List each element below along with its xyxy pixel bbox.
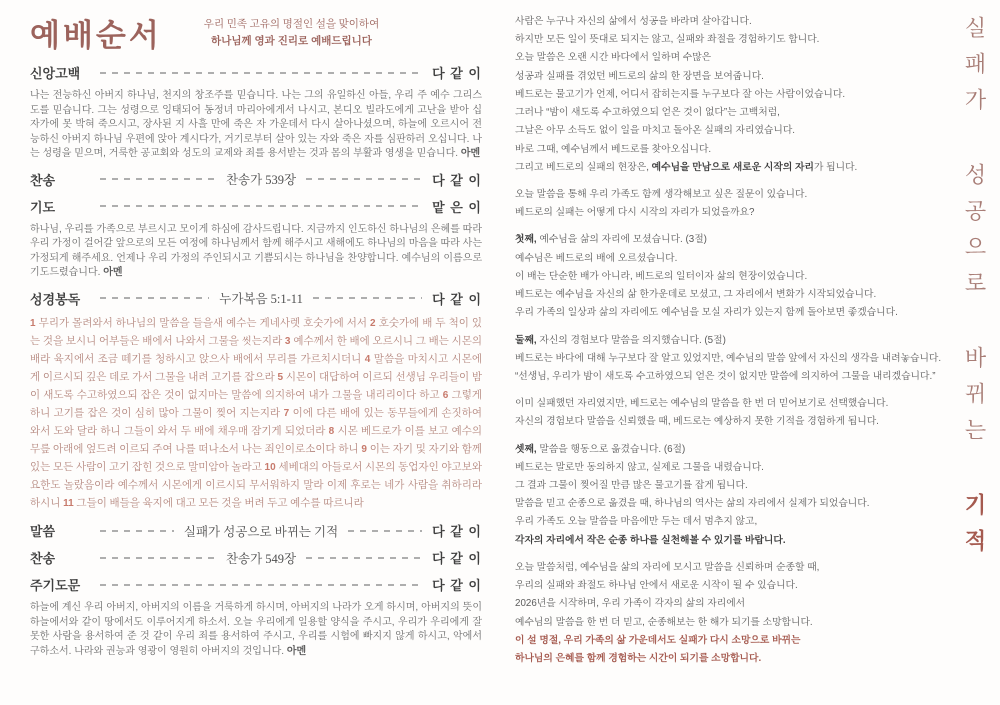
order-item-performer: 다 같 이	[432, 291, 483, 307]
text-segment: 둘째,	[515, 334, 537, 346]
text-segment: 베드로의 실패는 어떻게 다시 시작의 자리가 되었을까요?	[515, 207, 755, 219]
sermon-line	[515, 441, 943, 459]
sermon-line	[515, 231, 943, 249]
text-segment: 이 배는 단순한 배가 아니라, 베드로의 일터이자 삶의 현장이었습니다.	[515, 270, 808, 282]
dash-leader	[313, 297, 422, 299]
sermon-line	[515, 459, 943, 477]
text-segment: 첫째,	[515, 234, 537, 246]
sermon-line	[515, 141, 943, 159]
text-segment: 자신의 경험보다 말씀을 신뢰했을 때, 베드로는 예상하지 못한 기적을 경험하게 됩니다.	[515, 416, 879, 428]
worship-order-list	[30, 63, 482, 659]
text-segment: 하지만 모든 일이 뜻대로 되지는 않고, 실패와 좌절을 경험하기도 합니다.	[515, 34, 820, 46]
text-segment: 예수님은 베드로의 배에 오르셨습니다.	[515, 252, 678, 264]
text-segment: 7	[283, 407, 293, 419]
text-segment: 그들이 배들을 육지에 대고 모든 것을 버려 두고 예수를 따르니라	[76, 497, 364, 509]
sermon-line	[515, 204, 943, 222]
text-segment: 오늘 말씀을 통해 우리 가족도 함께 생각해보고 싶은 질문이 있습니다.	[515, 188, 808, 200]
sermon-line	[515, 268, 943, 286]
order-item-performer: 다 같 이	[432, 578, 482, 594]
subtitle-line1: 우리 민족 고유의 명절인 설을 맞이하여	[203, 19, 380, 30]
text-segment: 오늘 말씀은 오랜 시간 바다에서 일하며 수많은	[515, 52, 712, 64]
text-segment: 셋째,	[515, 443, 537, 455]
text-segment: 2	[370, 317, 379, 329]
sermon-line	[515, 104, 943, 122]
text-segment: 8	[328, 425, 338, 437]
vertical-sermon-title	[959, 16, 990, 676]
text-segment: 우리 가족의 일상과 삶의 자리에도 예수님을 모실 자리가 있는지 함께 돌아보면 좋겠습니다.	[515, 307, 898, 319]
sermon-paragraph	[515, 186, 943, 222]
sermon-line	[515, 413, 943, 431]
text-segment: 1	[30, 317, 39, 329]
text-segment: 2026년을 시작하며, 우리 가족이 각자의 삶의 자리에서	[515, 598, 746, 610]
sermon-line	[515, 595, 943, 613]
order-item	[30, 575, 482, 594]
text-segment: 11	[63, 497, 77, 509]
text-segment: 이 설 명절, 우리 가족의 삶 가운데서도 실패가 다시 소망으로 바뀌는	[515, 634, 801, 646]
sermon-line	[515, 559, 943, 577]
text-segment: 성공과 실패를 겪었던 베드로의 삶의 한 장면을 보여줍니다.	[515, 70, 764, 82]
sermon-paragraph	[515, 13, 943, 177]
text-segment: 그렇게 하니 고기를 잡은 것이 심히 많아 그물이 찢어 지는지라	[30, 389, 482, 419]
order-item-label: 신앙고백	[30, 66, 81, 81]
text-segment: 호숫가에 배 두 척이 있는 것을 보시니 어부들은 배에서 나와서 그물을 씻는지라	[30, 317, 482, 347]
dash-leader	[100, 297, 209, 299]
sermon-line	[515, 495, 943, 513]
sermon-line	[515, 13, 943, 31]
text-segment: “선생님, 우리가 밤이 새도록 수고하였으되 얻은 것이 없지만 말씀에 의지하여 그물을 내리겠습니다.”	[515, 370, 936, 382]
scripture-reading-text	[30, 315, 482, 514]
sermon-paragraph	[515, 395, 943, 431]
worship-header	[30, 10, 482, 55]
page-subtitle	[204, 17, 379, 50]
text-segment: 6	[442, 389, 452, 401]
order-item-detail: 찬송가 549장	[225, 551, 297, 566]
text-segment: 베드로는 바다에 대해 누구보다 잘 알고 있었지만, 예수님의 말씀 앞에서 자신의 생각을 내려놓습니다.	[515, 352, 942, 364]
sermon-line	[515, 577, 943, 595]
text-segment: 바로 그때, 예수님께서 베드로를 찾아오십니다.	[515, 143, 712, 155]
order-item	[30, 63, 482, 82]
text-segment: 베드로는 예수님을 자신의 삶 한가운데로 모셨고, 그 자리에서 변화가 시작되었습니다.	[515, 289, 877, 301]
text-segment: 예수님을 삶의 자리에 모셨습니다. (3절)	[536, 234, 707, 246]
text-segment: 예수님의 말씀을 한 번 더 믿고, 순종해보는 한 해가 되기를 소망합니다.	[515, 616, 813, 628]
sermon-paragraph	[515, 559, 943, 668]
sermon-line	[515, 49, 943, 67]
text-segment: 이미 실패했던 자리였지만, 베드로는 예수님의 말씀을 한 번 더 믿어보기로 선택했습니다.	[515, 398, 889, 410]
worship-order-column	[30, 10, 482, 667]
sermon-line	[515, 632, 943, 650]
text-segment: 실패가 성공으로 바뀌는	[962, 16, 987, 493]
subtitle-line2: 하나님께 영과 진리로 예배드립니다	[211, 35, 372, 48]
sermon-line	[515, 122, 943, 140]
order-item-label: 기도	[30, 199, 56, 215]
sermon-line	[515, 650, 943, 668]
dash-leader	[100, 178, 216, 180]
sermon-line	[515, 31, 943, 49]
dash-leader	[100, 72, 422, 74]
text-segment: 예수님을 만남으로 새로운 시작의 자리	[651, 161, 814, 173]
text-segment: 예수께서 한 배에 오르시니 그 배는 시몬의 배라 육지에서 조금 떼기를 청하시고 앉으사 배에서 무리를 가르치시더니	[30, 335, 482, 365]
order-item	[30, 548, 482, 567]
text-segment: 그날은 아무 소득도 없이 일을 마치고 돌아온 실패의 자리였습니다.	[515, 125, 796, 137]
sermon-line	[515, 86, 943, 104]
text-segment: 우리 가족도 오늘 말씀을 마음에만 두는 데서 멈추지 않고,	[515, 516, 758, 528]
sermon-line	[515, 532, 943, 550]
order-item	[30, 197, 482, 216]
text-segment: 4	[364, 353, 374, 365]
order-item-performer: 맡 은 이	[432, 199, 482, 215]
order-item-detail: 실패가 성공으로 바뀌는 기적	[183, 524, 339, 539]
text-segment: 그리고 베드로의 실패의 현장은,	[515, 161, 652, 173]
text-segment: 가 됩니다.	[813, 161, 858, 173]
order-item-performer: 다 같 이	[432, 66, 482, 81]
sermon-line	[515, 477, 943, 495]
text-segment: 오늘 말씀처럼, 예수님을 삶의 자리에 모시고 말씀을 신뢰하며 순종할 때,	[515, 561, 820, 573]
text-segment: 우리의 실패와 좌절도 하나님 안에서 새로운 시작이 될 수 있습니다.	[515, 580, 798, 592]
text-segment: 이는 자기 및 자기와 함께 있는 모든 사람이 고기 잡힌 것으로 말미암아 놀라고	[30, 443, 482, 473]
order-item	[30, 289, 482, 308]
text-segment: 시몬이 대답하여 이르되 선생님 우리들이 밤이 새도록 수고하였으되 잡은 것이 없지마는 말씀에 의지하여 내가 그물을 내리리이다 하고	[30, 371, 482, 401]
order-item	[30, 521, 482, 540]
text-segment: 9	[361, 443, 370, 455]
sermon-line	[515, 614, 943, 632]
sermon-line	[515, 186, 943, 204]
text-segment: 3	[284, 335, 294, 347]
text-segment: 10	[264, 461, 279, 473]
dash-leader	[348, 530, 422, 532]
text-segment: 자신의 경험보다 말씀을 의지했습니다. (5절)	[536, 334, 726, 346]
text-segment: 아멘	[286, 645, 307, 657]
order-item-label: 주기도문	[30, 578, 81, 594]
text-segment: 말씀을 행동으로 옮겼습니다. (6절)	[536, 443, 686, 455]
order-item-performer: 다 같 이	[432, 172, 482, 188]
text-segment: 각자의 자리에서 작은 순종 하나를 실천해볼 수 있기를 바랍니다.	[515, 534, 786, 546]
sermon-paragraph	[515, 441, 943, 550]
sermon-body	[515, 13, 943, 677]
order-item-label: 찬송	[30, 172, 56, 188]
text-segment: 5	[277, 371, 286, 383]
sermon-line	[515, 286, 943, 304]
sermon-line	[515, 395, 943, 413]
sermon-paragraph	[515, 332, 943, 387]
order-item-performer: 다 같 이	[432, 524, 482, 540]
sermon-line	[515, 368, 943, 386]
sermon-line	[515, 513, 943, 531]
order-item-label: 성경봉독	[30, 291, 81, 307]
text-segment: 아멘	[103, 267, 123, 278]
sermon-line	[515, 68, 943, 86]
order-item-performer: 다 같 이	[432, 551, 482, 567]
text-segment: 하늘에 계신 우리 아버지, 아버지의 이름을 거룩하게 하시며, 아버지의 나라가 오게 하시며, 아버지의 뜻이 하늘에서와 같이 땅에서도 이루어지게 하소서. 오늘 우리에게 일용할 양식을 주시고, 우리가 우리에게 잘못한 사람을 용서하여 준 것 같이 우리 죄를 용서하여 주시고, 우리를 시험에 빠지지 않게 하시고, 악에서 구하소서. 나라와 권능과 영광이 영원히 아버지의 것입니다.	[30, 602, 482, 657]
sermon-line	[515, 332, 943, 350]
sermon-line	[515, 250, 943, 268]
sermon-line	[515, 304, 943, 322]
order-item	[30, 170, 482, 189]
lords-prayer-text	[30, 601, 482, 659]
dash-leader	[100, 205, 422, 207]
apostles-creed-text	[30, 89, 482, 162]
dash-leader	[100, 584, 422, 586]
sermon-paragraph	[515, 231, 943, 322]
dash-leader	[100, 557, 216, 559]
text-segment: 말씀을 마치시고 시몬에게 이르시되 깊은 데로 가서 그물을 내려 고기를 잡으라	[30, 353, 482, 383]
text-segment: 베드로는 말로만 동의하지 않고, 실제로 그물을 내렸습니다.	[515, 461, 764, 473]
order-item-label: 찬송	[30, 551, 56, 567]
order-item-label: 말씀	[30, 524, 56, 540]
dash-leader	[306, 178, 422, 180]
text-segment: 사람은 누구나 자신의 삶에서 성공을 바라며 살아갑니다.	[515, 16, 752, 27]
dash-leader	[100, 530, 174, 532]
text-segment: 말씀을 믿고 순종으로 옮겼을 때, 하나님의 역사는 삶의 자리에서 실제가 되었습니다.	[515, 498, 870, 510]
order-item-detail: 누가복음 5:1-11	[219, 292, 303, 306]
text-segment: 베드로는 물고기가 언제, 어디서 잡히는지를 누구보다 잘 아는 사람이었습니다.	[515, 88, 846, 100]
sermon-line	[515, 350, 943, 368]
text-segment: 그 결과 그물이 찢어질 만큼 많은 물고기를 잡게 됩니다.	[515, 480, 748, 492]
family-prayer-text	[30, 223, 482, 281]
page-title: 예배순서	[30, 18, 162, 53]
sermon-line	[515, 159, 943, 177]
text-segment: 시몬 베드로가 이를 보고 예수의 무릎 아래에 엎드려 이르되 주여 나를 떠나소서 나는 죄인이로소이다 하니	[30, 425, 483, 455]
text-segment: 하나님, 우리를 가족으로 부르시고 모이게 하심에 감사드립니다. 지금까지 인도하신 하나님의 은혜를 따라 우리 가정이 걸어갈 앞으로의 모든 여정에 하나님께서 함께 해주시고 새해에도 하나님의 마음을 따라 사는 가정되게 해주세요. 언제나 우리 가정의 주인되시고 기쁨되시는 하나님을 찬양합니다. 예수님의 이름으로 기도드렸습니다.	[30, 223, 482, 278]
text-segment: 그러나 “밤이 새도록 수고하였으되 얻은 것이 없다”는 고백처럼,	[515, 107, 780, 119]
text-segment: 이에 다른 배에 있는 동무들에게 손짓하여 와서 도와 달라 하니 그들이 와서 두 배에 채우매 잠기게 되었더라	[30, 407, 482, 437]
order-item-detail: 찬송가 539장	[225, 173, 297, 187]
text-segment: 아멘	[460, 148, 481, 159]
dash-leader	[306, 557, 422, 559]
text-segment: 무리가 몰려와서 하나님의 말씀을 들을새 예수는 게네사렛 호숫가에 서서	[38, 317, 370, 329]
text-segment: 나는 전능하신 아버지 하나님, 천지의 창조주를 믿습니다. 나는 그의 유일하신 아들, 우리 주 예수 그리스도를 믿습니다. 그는 성령으로 잉태되어 동정녀 마리아에게서 나시고, 본디오 빌라도에게 고난을 받아 십자가에 못 박혀 죽으시고, 장사된 지 사흘 만에 죽은 자 가운데서 다시 살아나셨으며, 하늘에 오르시어 전능하신 아버지 하나님 우편에 앉아 계시다가, 거기로부터 살아 있는 자와 죽은 자를 심판하러 오십니다. 나는 성령을 믿으며, 거룩한 공교회와 성도의 교제와 죄를 용서받는 것과 몸의 부활과 영생을 믿습니다.	[30, 90, 482, 159]
text-segment: 하나님의 은혜를 함께 경험하는 시간이 되기를 소망합니다.	[515, 653, 762, 664]
text-segment: 세베대의 아들로서 시몬의 동업자인 야고보와 요한도 놀랐음이라 예수께서 시몬에게 이르시되 무서워하지 말라 이제 후로는 네가 사람을 취하리라 하시니	[30, 461, 482, 509]
text-segment: 기적	[962, 493, 987, 565]
